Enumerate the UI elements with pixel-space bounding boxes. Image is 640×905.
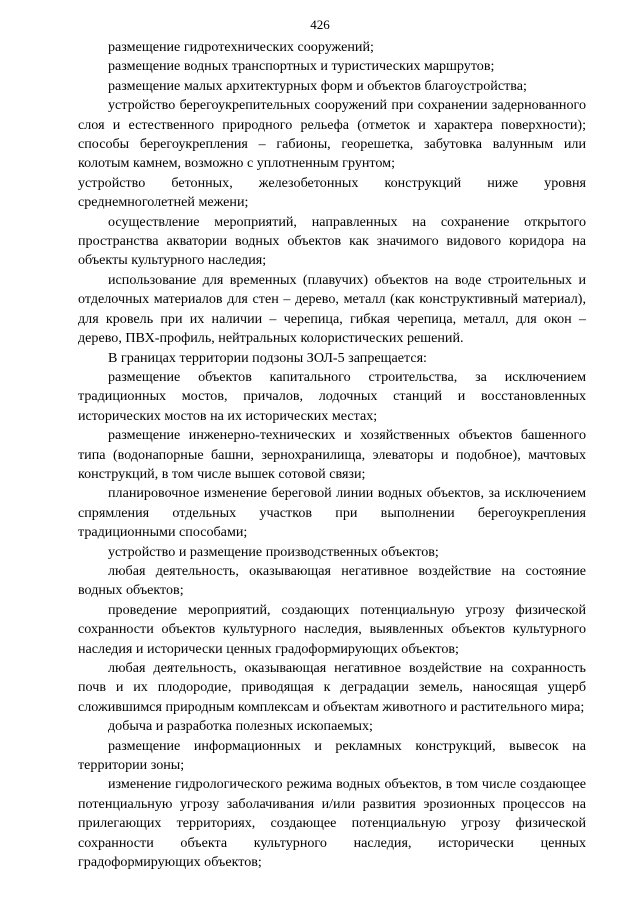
paragraph: осуществление мероприятий, направленных на сохранение открытого пространства акватории водных объектов как значимого видового коридора на объекты культурного наследия; — [78, 213, 586, 269]
page-number: 426 — [310, 17, 330, 32]
paragraph: планировочное изменение береговой линии водных объектов, за исключением спрямления отдельных участков при выполнении берегоукрепления традиционными способами; — [78, 485, 586, 541]
document-body — [78, 38, 586, 872]
paragraph: размещение гидротехнических сооружений; — [108, 39, 374, 55]
paragraph: любая деятельность, оказывающая негативное воздействие на состояние водных объектов; — [78, 562, 586, 599]
paragraph: проведение мероприятий, создающих потенциальную угрозу физической сохранности объектов культурного наследия, выявленных объектов культурного наследия и исторически ценных градоформирующих объектов; — [78, 601, 586, 657]
paragraph: устройство бетонных, железобетонных конструкций ниже уровня среднемноголетней межени; — [78, 174, 586, 211]
paragraph: устройство и размещение производственных объектов; — [108, 543, 439, 560]
paragraph: размещение инженерно-технических и хозяйственных объектов башенного типа (водонапорные башни, зернохранилища, элеваторы и подобное), мачтовых конструкций, в том числе вышек сотовой связи; — [78, 427, 586, 482]
paragraph: добыча и разработка полезных ископаемых; — [108, 718, 373, 735]
paragraph: любая деятельность, оказывающая негативное воздействие на сохранность почв и их плодородие, приводящая к деградации земель, наносящая ущерб сложившимся природным комплексам и объектам животного и растительного мира; — [78, 660, 586, 715]
paragraph: размещение информационных и рекламных конструкций, вывесок на территории зоны; — [78, 737, 586, 774]
paragraph: использование для временных (плавучих) объектов на воде строительных и отделочных материалов для стен – дерево, металл (как конструктивный материал), для кровель при их наличии – черепица, гибкая черепица, металл, для окон – дерево, ПВХ-профиль, нейтральных колористических решений. — [78, 271, 586, 347]
paragraph: размещение водных транспортных и туристических маршрутов; — [108, 58, 495, 75]
paragraph: изменение гидрологического режима водных объектов, в том числе создающее потенциальную угрозу заболачивания и/или развития эрозионных процессов на прилегающих территориях, создающее потенциальную угрозу физической сохранности объекта культурного наследия, исторически ценных градоформирующих объектов; — [78, 776, 586, 871]
paragraph: размещение объектов капитального строительства, за исключением традиционных мостов, причалов, лодочных станций и восстановленных исторических мостов на их исторических местах; — [78, 368, 586, 424]
paragraph: В границах территории подзоны ЗОЛ-5 запрещается: — [108, 349, 427, 366]
paragraph: размещение малых архитектурных форм и объектов благоустройства; — [108, 77, 527, 94]
paragraph: устройство берегоукрепительных сооружений при сохранении задернованного слоя и естественного природного рельефа (отметок и характера поверхности); способы берегоукрепления – габионы, георешетка, забутовка валунным или колотым камнем, возможно с уплотненным грунтом; — [78, 97, 586, 172]
